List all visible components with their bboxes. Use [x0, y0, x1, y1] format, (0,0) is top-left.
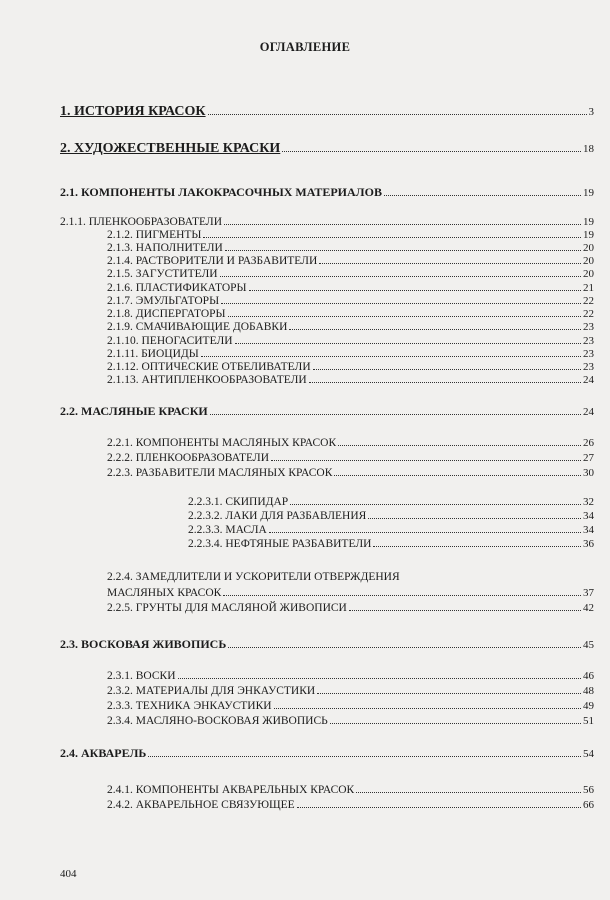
toc-entry-label: 2.1.12. ОПТИЧЕСКИЕ ОТБЕЛИВАТЕЛИ [107, 361, 311, 374]
toc-entry[interactable] [60, 103, 594, 120]
toc-entry-page: 20 [583, 242, 594, 255]
toc-leader-dots [224, 215, 581, 225]
toc-entry-page: 48 [583, 685, 594, 698]
toc-entry[interactable] [60, 140, 594, 157]
toc-entry-page: 19 [583, 229, 594, 242]
toc-entry[interactable] [107, 320, 594, 333]
toc-entry-page: 32 [583, 496, 594, 509]
toc-entry-page: 20 [583, 255, 594, 268]
toc-entry-label: 1. ИСТОРИЯ КРАСОК [60, 104, 206, 120]
toc-entry-page: 27 [583, 452, 594, 465]
toc-entry[interactable] [60, 637, 594, 652]
toc-leader-dots [223, 586, 581, 596]
toc-entry-label: 2.1.3. НАПОЛНИТЕЛИ [107, 242, 223, 255]
toc-entry-label: 2.2.3.2. ЛАКИ ДЛЯ РАЗБАВЛЕНИЯ [188, 510, 367, 523]
toc-entry[interactable] [107, 699, 594, 712]
toc-leader-dots [384, 185, 581, 196]
toc-entry-label: 2.2.1. КОМПОНЕНТЫ МАСЛЯНЫХ КРАСОК [107, 437, 337, 450]
toc-entry-page: 34 [583, 510, 594, 523]
toc-entry[interactable] [188, 523, 594, 536]
toc-entry-page: 51 [583, 715, 594, 728]
toc-entry[interactable] [188, 495, 594, 508]
toc-entry-page: 36 [583, 538, 594, 551]
toc-entry[interactable] [107, 601, 594, 614]
toc-entry-page: 23 [583, 321, 594, 334]
toc-entry-label: 2.1.2. ПИГМЕНТЫ [107, 229, 202, 242]
toc-entry-page: 46 [583, 670, 594, 683]
toc-entry-label: 2. ХУДОЖЕСТВЕННЫЕ КРАСКИ [60, 141, 281, 157]
toc-entry-page: 3 [588, 106, 594, 119]
toc-entry-label: 2.2.4. ЗАМЕДЛИТЕЛИ И УСКОРИТЕЛИ ОТВЕРЖДЕНИЯ [107, 571, 400, 583]
toc-entry-label: 2.1. КОМПОНЕНТЫ ЛАКОКРАСОЧНЫХ МАТЕРИАЛОВ [60, 185, 382, 199]
toc-leader-dots [228, 307, 581, 317]
toc-entry[interactable] [60, 215, 594, 228]
toc-entry[interactable] [60, 746, 594, 761]
toc-leader-dots [203, 228, 581, 238]
toc-leader-dots [148, 746, 581, 757]
toc-entry-label: 2.1.5. ЗАГУСТИТЕЛИ [107, 268, 218, 281]
toc-entry[interactable] [107, 669, 594, 682]
toc-entry[interactable] [107, 294, 594, 307]
toc-entry-page: 54 [583, 748, 594, 760]
page-number: 404 [60, 868, 77, 880]
toc-entry-page: 37 [583, 587, 594, 600]
toc-entry-label: 2.4. АКВАРЕЛЬ [60, 746, 147, 760]
toc-entry-page: 19 [583, 216, 594, 229]
toc-entry-label: 2.1.1. ПЛЕНКООБРАЗОВАТЕЛИ [60, 216, 223, 229]
toc-entry[interactable] [107, 373, 594, 386]
toc-leader-dots [220, 267, 581, 277]
toc-leader-dots [290, 495, 581, 505]
toc-leader-dots [210, 404, 581, 415]
toc-entry-label: 2.1.9. СМАЧИВАЮЩИЕ ДОБАВКИ [107, 321, 288, 334]
toc-leader-dots [235, 334, 581, 344]
toc-entry[interactable] [107, 360, 594, 373]
toc-entry-label: МАСЛЯНЫХ КРАСОК [107, 587, 222, 600]
toc-entry-page: 22 [583, 308, 594, 321]
toc-entry[interactable] [107, 684, 594, 697]
toc-entry[interactable] [60, 185, 594, 200]
toc-entry-label: 2.1.4. РАСТВОРИТЕЛИ И РАЗБАВИТЕЛИ [107, 255, 318, 268]
toc-entry-page: 24 [583, 374, 594, 387]
toc-leader-dots [274, 699, 581, 709]
toc-entry-label: 2.2.3. РАЗБАВИТЕЛИ МАСЛЯНЫХ КРАСОК [107, 467, 333, 480]
toc-entry-label: 2.1.7. ЭМУЛЬГАТОРЫ [107, 295, 220, 308]
toc-leader-dots [319, 254, 581, 264]
toc-entry-page: 21 [583, 282, 594, 295]
toc-entry[interactable] [107, 334, 594, 347]
toc-entry-label: 2.1.13. АНТИПЛЕНКООБРАЗОВАТЕЛИ [107, 374, 307, 387]
toc-entry-label: 2.2.2. ПЛЕНКООБРАЗОВАТЕЛИ [107, 452, 270, 465]
toc-leader-dots [330, 714, 581, 724]
toc-entry-label: 2.1.11. БИОЦИДЫ [107, 348, 199, 361]
toc-leader-dots [228, 637, 581, 648]
toc-entry-label: 2.3.1. ВОСКИ [107, 670, 176, 683]
toc-entry-label: 2.3.4. МАСЛЯНО-ВОСКОВАЯ ЖИВОПИСЬ [107, 715, 328, 728]
toc-entry-label: 2.1.6. ПЛАСТИФИКАТОРЫ [107, 282, 247, 295]
toc-entry-page: 23 [583, 335, 594, 348]
toc-entry-page: 18 [583, 143, 594, 156]
toc-entry-page: 56 [583, 784, 594, 797]
toc-entry-label: 2.2.3.1. СКИПИДАР [188, 496, 289, 509]
toc-entry-page: 66 [583, 799, 594, 812]
toc-leader-dots [249, 281, 581, 291]
toc-entry-label: 2.3. ВОСКОВАЯ ЖИВОПИСЬ [60, 637, 227, 651]
toc-entry-label: 2.2.5. ГРУНТЫ ДЛЯ МАСЛЯНОЙ ЖИВОПИСИ [107, 602, 347, 615]
toc-entry[interactable] [107, 798, 594, 811]
toc-entry-page: 24 [583, 406, 594, 418]
toc-entry[interactable] [107, 307, 594, 320]
toc-entry[interactable] [107, 451, 594, 464]
toc-entry-page: 26 [583, 437, 594, 450]
toc-leader-dots [309, 373, 581, 383]
toc-leader-dots [317, 684, 581, 694]
toc-entry[interactable] [107, 228, 594, 241]
toc-leader-dots [338, 436, 581, 446]
toc-entry-page: 42 [583, 602, 594, 615]
toc-entry-label: 2.4.2. АКВАРЕЛЬНОЕ СВЯЗУЮЩЕЕ [107, 799, 295, 812]
toc-entry[interactable] [107, 254, 594, 267]
toc-entry[interactable] [107, 347, 594, 360]
toc-entry-label: 2.4.1. КОМПОНЕНТЫ АКВАРЕЛЬНЫХ КРАСОК [107, 784, 355, 797]
toc-leader-dots [225, 241, 581, 251]
toc-entry-label: 2.3.2. МАТЕРИАЛЫ ДЛЯ ЭНКАУСТИКИ [107, 685, 316, 698]
toc-leader-dots [289, 320, 581, 330]
toc-entry[interactable] [107, 436, 594, 449]
toc-entry-page: 34 [583, 524, 594, 537]
toc-entry-page: 23 [583, 361, 594, 374]
toc-entry-label: 2.2. МАСЛЯНЫЕ КРАСКИ [60, 404, 208, 418]
toc-entry-label: 2.2.3.3. МАСЛА [188, 524, 267, 537]
toc-entry-label: 2.2.3.4. НЕФТЯНЫЕ РАЗБАВИТЕЛИ [188, 538, 372, 551]
toc-entry-label: 2.1.10. ПЕНОГАСИТЕЛИ [107, 335, 233, 348]
toc-entry-page: 49 [583, 700, 594, 713]
toc-leader-dots [297, 798, 581, 808]
toc-entry-page: 23 [583, 348, 594, 361]
toc-entry[interactable] [107, 714, 594, 727]
toc-entry[interactable] [107, 783, 594, 796]
toc-entry[interactable] [60, 404, 594, 419]
toc-entry-label: 2.1.8. ДИСПЕРГАТОРЫ [107, 308, 226, 321]
toc-leader-dots [201, 347, 581, 357]
toc-leader-dots [349, 601, 581, 611]
page-title: ОГЛАВЛЕНИЕ [259, 40, 351, 54]
toc-entry[interactable] [107, 466, 594, 479]
toc-entry[interactable] [107, 586, 594, 599]
toc-leader-dots [282, 140, 581, 152]
toc-leader-dots [271, 451, 581, 461]
toc-leader-dots [178, 669, 581, 679]
toc-entry[interactable] [107, 241, 594, 254]
toc-entry-page: 19 [583, 187, 594, 199]
toc-leader-dots [208, 103, 587, 115]
toc-leader-dots [221, 294, 581, 304]
toc-leader-dots [313, 360, 581, 370]
toc-entry-page: 30 [583, 467, 594, 480]
toc-entry[interactable] [188, 509, 594, 522]
toc-entry-page: 45 [583, 639, 594, 651]
toc-entry-label: 2.3.3. ТЕХНИКА ЭНКАУСТИКИ [107, 700, 272, 713]
toc-leader-dots [269, 523, 581, 533]
toc-leader-dots [373, 537, 581, 547]
toc-entry[interactable] [107, 267, 594, 280]
toc-entry[interactable] [188, 537, 594, 550]
toc-leader-dots [368, 509, 581, 519]
toc-entry-page: 22 [583, 295, 594, 308]
toc-leader-dots [356, 783, 581, 793]
toc-entry[interactable] [107, 281, 594, 294]
toc-entry-page: 20 [583, 268, 594, 281]
toc-leader-dots [334, 466, 581, 476]
